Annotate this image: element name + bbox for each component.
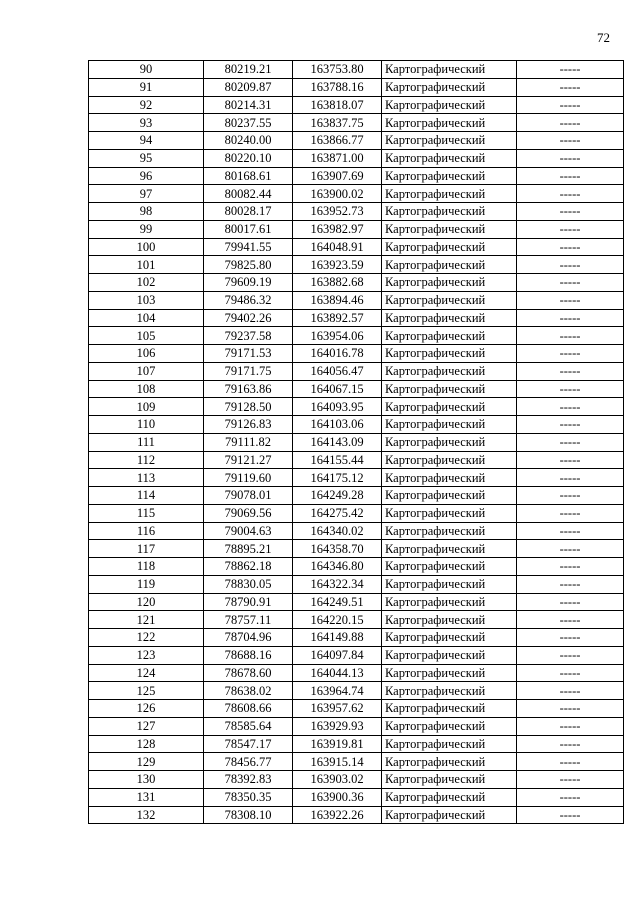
method-cell: Картографический bbox=[382, 717, 517, 735]
y-coordinate-cell: 163871.00 bbox=[293, 149, 382, 167]
y-coordinate-cell: 163954.06 bbox=[293, 327, 382, 345]
point-number-cell: 125 bbox=[89, 682, 204, 700]
note-cell: ----- bbox=[517, 593, 624, 611]
table-row bbox=[89, 469, 624, 487]
table-row bbox=[89, 753, 624, 771]
y-coordinate-cell: 163866.77 bbox=[293, 132, 382, 150]
table-row bbox=[89, 522, 624, 540]
x-coordinate-cell: 79119.60 bbox=[204, 469, 293, 487]
point-number-cell: 93 bbox=[89, 114, 204, 132]
note-cell: ----- bbox=[517, 575, 624, 593]
y-coordinate-cell: 163929.93 bbox=[293, 717, 382, 735]
note-cell: ----- bbox=[517, 238, 624, 256]
table-row bbox=[89, 167, 624, 185]
x-coordinate-cell: 79171.53 bbox=[204, 345, 293, 363]
point-number-cell: 124 bbox=[89, 664, 204, 682]
x-coordinate-cell: 80220.10 bbox=[204, 149, 293, 167]
x-coordinate-cell: 78608.66 bbox=[204, 700, 293, 718]
note-cell: ----- bbox=[517, 522, 624, 540]
note-cell: ----- bbox=[517, 78, 624, 96]
point-number-cell: 120 bbox=[89, 593, 204, 611]
point-number-cell: 107 bbox=[89, 362, 204, 380]
method-cell: Картографический bbox=[382, 203, 517, 221]
y-coordinate-cell: 164067.15 bbox=[293, 380, 382, 398]
point-number-cell: 92 bbox=[89, 96, 204, 114]
x-coordinate-cell: 78704.96 bbox=[204, 629, 293, 647]
method-cell: Картографический bbox=[382, 540, 517, 558]
y-coordinate-cell: 164220.15 bbox=[293, 611, 382, 629]
method-cell: Картографический bbox=[382, 149, 517, 167]
point-number-cell: 132 bbox=[89, 806, 204, 824]
table-row bbox=[89, 717, 624, 735]
method-cell: Картографический bbox=[382, 682, 517, 700]
point-number-cell: 102 bbox=[89, 274, 204, 292]
note-cell: ----- bbox=[517, 185, 624, 203]
point-number-cell: 118 bbox=[89, 558, 204, 576]
y-coordinate-cell: 163922.26 bbox=[293, 806, 382, 824]
x-coordinate-cell: 80209.87 bbox=[204, 78, 293, 96]
note-cell: ----- bbox=[517, 327, 624, 345]
method-cell: Картографический bbox=[382, 593, 517, 611]
note-cell: ----- bbox=[517, 753, 624, 771]
note-cell: ----- bbox=[517, 646, 624, 664]
y-coordinate-cell: 164358.70 bbox=[293, 540, 382, 558]
y-coordinate-cell: 163837.75 bbox=[293, 114, 382, 132]
y-coordinate-cell: 163964.74 bbox=[293, 682, 382, 700]
x-coordinate-cell: 78862.18 bbox=[204, 558, 293, 576]
x-coordinate-cell: 79825.80 bbox=[204, 256, 293, 274]
point-number-cell: 111 bbox=[89, 433, 204, 451]
x-coordinate-cell: 79078.01 bbox=[204, 487, 293, 505]
table-row bbox=[89, 540, 624, 558]
point-number-cell: 108 bbox=[89, 380, 204, 398]
y-coordinate-cell: 163952.73 bbox=[293, 203, 382, 221]
point-number-cell: 128 bbox=[89, 735, 204, 753]
y-coordinate-cell: 164155.44 bbox=[293, 451, 382, 469]
table-row bbox=[89, 593, 624, 611]
note-cell: ----- bbox=[517, 149, 624, 167]
x-coordinate-cell: 80240.00 bbox=[204, 132, 293, 150]
method-cell: Картографический bbox=[382, 274, 517, 292]
note-cell: ----- bbox=[517, 433, 624, 451]
note-cell: ----- bbox=[517, 540, 624, 558]
method-cell: Картографический bbox=[382, 96, 517, 114]
method-cell: Картографический bbox=[382, 256, 517, 274]
x-coordinate-cell: 78830.05 bbox=[204, 575, 293, 593]
y-coordinate-cell: 163919.81 bbox=[293, 735, 382, 753]
method-cell: Картографический bbox=[382, 487, 517, 505]
y-coordinate-cell: 163923.59 bbox=[293, 256, 382, 274]
method-cell: Картографический bbox=[382, 788, 517, 806]
method-cell: Картографический bbox=[382, 469, 517, 487]
note-cell: ----- bbox=[517, 487, 624, 505]
method-cell: Картографический bbox=[382, 380, 517, 398]
method-cell: Картографический bbox=[382, 132, 517, 150]
y-coordinate-cell: 164322.34 bbox=[293, 575, 382, 593]
point-number-cell: 97 bbox=[89, 185, 204, 203]
point-number-cell: 131 bbox=[89, 788, 204, 806]
table-row bbox=[89, 96, 624, 114]
method-cell: Картографический bbox=[382, 309, 517, 327]
note-cell: ----- bbox=[517, 203, 624, 221]
table-row bbox=[89, 61, 624, 79]
point-number-cell: 110 bbox=[89, 416, 204, 434]
method-cell: Картографический bbox=[382, 806, 517, 824]
y-coordinate-cell: 164346.80 bbox=[293, 558, 382, 576]
x-coordinate-cell: 79004.63 bbox=[204, 522, 293, 540]
point-number-cell: 126 bbox=[89, 700, 204, 718]
table-row bbox=[89, 575, 624, 593]
y-coordinate-cell: 163882.68 bbox=[293, 274, 382, 292]
page-number: 72 bbox=[597, 30, 610, 45]
table-row bbox=[89, 185, 624, 203]
x-coordinate-cell: 79171.75 bbox=[204, 362, 293, 380]
note-cell: ----- bbox=[517, 380, 624, 398]
y-coordinate-cell: 164093.95 bbox=[293, 398, 382, 416]
method-cell: Картографический bbox=[382, 416, 517, 434]
table-row bbox=[89, 203, 624, 221]
note-cell: ----- bbox=[517, 398, 624, 416]
y-coordinate-cell: 164048.91 bbox=[293, 238, 382, 256]
note-cell: ----- bbox=[517, 345, 624, 363]
table-row bbox=[89, 451, 624, 469]
point-number-cell: 103 bbox=[89, 291, 204, 309]
x-coordinate-cell: 79237.58 bbox=[204, 327, 293, 345]
table-row bbox=[89, 149, 624, 167]
x-coordinate-cell: 78308.10 bbox=[204, 806, 293, 824]
y-coordinate-cell: 164143.09 bbox=[293, 433, 382, 451]
table-row bbox=[89, 78, 624, 96]
table-row bbox=[89, 629, 624, 647]
table-row bbox=[89, 327, 624, 345]
x-coordinate-cell: 79069.56 bbox=[204, 504, 293, 522]
table-row bbox=[89, 416, 624, 434]
y-coordinate-cell: 163900.36 bbox=[293, 788, 382, 806]
y-coordinate-cell: 163982.97 bbox=[293, 220, 382, 238]
x-coordinate-cell: 79111.82 bbox=[204, 433, 293, 451]
method-cell: Картографический bbox=[382, 700, 517, 718]
point-number-cell: 94 bbox=[89, 132, 204, 150]
x-coordinate-cell: 79126.83 bbox=[204, 416, 293, 434]
y-coordinate-cell: 164016.78 bbox=[293, 345, 382, 363]
table-row bbox=[89, 274, 624, 292]
method-cell: Картографический bbox=[382, 611, 517, 629]
table-row bbox=[89, 114, 624, 132]
note-cell: ----- bbox=[517, 664, 624, 682]
point-number-cell: 96 bbox=[89, 167, 204, 185]
point-number-cell: 114 bbox=[89, 487, 204, 505]
note-cell: ----- bbox=[517, 362, 624, 380]
x-coordinate-cell: 78688.16 bbox=[204, 646, 293, 664]
method-cell: Картографический bbox=[382, 522, 517, 540]
x-coordinate-cell: 79609.19 bbox=[204, 274, 293, 292]
x-coordinate-cell: 80237.55 bbox=[204, 114, 293, 132]
table-row bbox=[89, 487, 624, 505]
table-row bbox=[89, 362, 624, 380]
y-coordinate-cell: 164149.88 bbox=[293, 629, 382, 647]
x-coordinate-cell: 79163.86 bbox=[204, 380, 293, 398]
y-coordinate-cell: 164056.47 bbox=[293, 362, 382, 380]
point-number-cell: 129 bbox=[89, 753, 204, 771]
note-cell: ----- bbox=[517, 220, 624, 238]
x-coordinate-cell: 80017.61 bbox=[204, 220, 293, 238]
y-coordinate-cell: 164103.06 bbox=[293, 416, 382, 434]
note-cell: ----- bbox=[517, 717, 624, 735]
point-number-cell: 91 bbox=[89, 78, 204, 96]
method-cell: Картографический bbox=[382, 185, 517, 203]
point-number-cell: 112 bbox=[89, 451, 204, 469]
note-cell: ----- bbox=[517, 291, 624, 309]
y-coordinate-cell: 163903.02 bbox=[293, 771, 382, 789]
x-coordinate-cell: 80168.61 bbox=[204, 167, 293, 185]
note-cell: ----- bbox=[517, 256, 624, 274]
table-row bbox=[89, 238, 624, 256]
method-cell: Картографический bbox=[382, 558, 517, 576]
y-coordinate-cell: 163957.62 bbox=[293, 700, 382, 718]
note-cell: ----- bbox=[517, 558, 624, 576]
x-coordinate-cell: 78895.21 bbox=[204, 540, 293, 558]
y-coordinate-cell: 164249.51 bbox=[293, 593, 382, 611]
point-number-cell: 117 bbox=[89, 540, 204, 558]
x-coordinate-cell: 78456.77 bbox=[204, 753, 293, 771]
method-cell: Картографический bbox=[382, 291, 517, 309]
note-cell: ----- bbox=[517, 114, 624, 132]
point-number-cell: 99 bbox=[89, 220, 204, 238]
y-coordinate-cell: 164044.13 bbox=[293, 664, 382, 682]
table-row bbox=[89, 291, 624, 309]
x-coordinate-cell: 79941.55 bbox=[204, 238, 293, 256]
table-row bbox=[89, 380, 624, 398]
y-coordinate-cell: 163788.16 bbox=[293, 78, 382, 96]
note-cell: ----- bbox=[517, 682, 624, 700]
method-cell: Картографический bbox=[382, 629, 517, 647]
point-number-cell: 90 bbox=[89, 61, 204, 79]
note-cell: ----- bbox=[517, 771, 624, 789]
y-coordinate-cell: 164175.12 bbox=[293, 469, 382, 487]
note-cell: ----- bbox=[517, 274, 624, 292]
note-cell: ----- bbox=[517, 167, 624, 185]
table-row bbox=[89, 806, 624, 824]
method-cell: Картографический bbox=[382, 345, 517, 363]
y-coordinate-cell: 164097.84 bbox=[293, 646, 382, 664]
method-cell: Картографический bbox=[382, 433, 517, 451]
table-row bbox=[89, 558, 624, 576]
x-coordinate-cell: 78638.02 bbox=[204, 682, 293, 700]
coordinates-table bbox=[88, 60, 624, 824]
method-cell: Картографический bbox=[382, 78, 517, 96]
table-row bbox=[89, 132, 624, 150]
point-number-cell: 113 bbox=[89, 469, 204, 487]
table-row bbox=[89, 735, 624, 753]
point-number-cell: 127 bbox=[89, 717, 204, 735]
note-cell: ----- bbox=[517, 700, 624, 718]
method-cell: Картографический bbox=[382, 398, 517, 416]
point-number-cell: 123 bbox=[89, 646, 204, 664]
note-cell: ----- bbox=[517, 451, 624, 469]
x-coordinate-cell: 78350.35 bbox=[204, 788, 293, 806]
table-row bbox=[89, 664, 624, 682]
point-number-cell: 109 bbox=[89, 398, 204, 416]
point-number-cell: 105 bbox=[89, 327, 204, 345]
table-row bbox=[89, 345, 624, 363]
table-row bbox=[89, 611, 624, 629]
y-coordinate-cell: 163915.14 bbox=[293, 753, 382, 771]
x-coordinate-cell: 78547.17 bbox=[204, 735, 293, 753]
note-cell: ----- bbox=[517, 132, 624, 150]
note-cell: ----- bbox=[517, 96, 624, 114]
note-cell: ----- bbox=[517, 504, 624, 522]
method-cell: Картографический bbox=[382, 771, 517, 789]
method-cell: Картографический bbox=[382, 575, 517, 593]
table-row bbox=[89, 646, 624, 664]
table-row bbox=[89, 398, 624, 416]
point-number-cell: 104 bbox=[89, 309, 204, 327]
table-row bbox=[89, 220, 624, 238]
x-coordinate-cell: 78392.83 bbox=[204, 771, 293, 789]
x-coordinate-cell: 80082.44 bbox=[204, 185, 293, 203]
note-cell: ----- bbox=[517, 788, 624, 806]
x-coordinate-cell: 79128.50 bbox=[204, 398, 293, 416]
table-row bbox=[89, 700, 624, 718]
note-cell: ----- bbox=[517, 416, 624, 434]
y-coordinate-cell: 163753.80 bbox=[293, 61, 382, 79]
note-cell: ----- bbox=[517, 735, 624, 753]
x-coordinate-cell: 80028.17 bbox=[204, 203, 293, 221]
method-cell: Картографический bbox=[382, 753, 517, 771]
y-coordinate-cell: 163818.07 bbox=[293, 96, 382, 114]
y-coordinate-cell: 164275.42 bbox=[293, 504, 382, 522]
y-coordinate-cell: 163892.57 bbox=[293, 309, 382, 327]
x-coordinate-cell: 79402.26 bbox=[204, 309, 293, 327]
x-coordinate-cell: 78757.11 bbox=[204, 611, 293, 629]
x-coordinate-cell: 78678.60 bbox=[204, 664, 293, 682]
point-number-cell: 119 bbox=[89, 575, 204, 593]
table-row bbox=[89, 788, 624, 806]
method-cell: Картографический bbox=[382, 220, 517, 238]
note-cell: ----- bbox=[517, 469, 624, 487]
x-coordinate-cell: 78585.64 bbox=[204, 717, 293, 735]
point-number-cell: 95 bbox=[89, 149, 204, 167]
point-number-cell: 130 bbox=[89, 771, 204, 789]
method-cell: Картографический bbox=[382, 114, 517, 132]
x-coordinate-cell: 79121.27 bbox=[204, 451, 293, 469]
coordinates-table-body bbox=[89, 61, 624, 824]
table-row bbox=[89, 256, 624, 274]
x-coordinate-cell: 80219.21 bbox=[204, 61, 293, 79]
point-number-cell: 122 bbox=[89, 629, 204, 647]
note-cell: ----- bbox=[517, 309, 624, 327]
point-number-cell: 116 bbox=[89, 522, 204, 540]
table-row bbox=[89, 433, 624, 451]
y-coordinate-cell: 163900.02 bbox=[293, 185, 382, 203]
x-coordinate-cell: 80214.31 bbox=[204, 96, 293, 114]
y-coordinate-cell: 163907.69 bbox=[293, 167, 382, 185]
table-row bbox=[89, 309, 624, 327]
point-number-cell: 106 bbox=[89, 345, 204, 363]
method-cell: Картографический bbox=[382, 61, 517, 79]
method-cell: Картографический bbox=[382, 167, 517, 185]
note-cell: ----- bbox=[517, 806, 624, 824]
method-cell: Картографический bbox=[382, 362, 517, 380]
table-row bbox=[89, 771, 624, 789]
method-cell: Картографический bbox=[382, 327, 517, 345]
point-number-cell: 100 bbox=[89, 238, 204, 256]
note-cell: ----- bbox=[517, 629, 624, 647]
point-number-cell: 121 bbox=[89, 611, 204, 629]
x-coordinate-cell: 78790.91 bbox=[204, 593, 293, 611]
table-row bbox=[89, 504, 624, 522]
method-cell: Картографический bbox=[382, 664, 517, 682]
point-number-cell: 98 bbox=[89, 203, 204, 221]
method-cell: Картографический bbox=[382, 735, 517, 753]
method-cell: Картографический bbox=[382, 646, 517, 664]
y-coordinate-cell: 163894.46 bbox=[293, 291, 382, 309]
y-coordinate-cell: 164249.28 bbox=[293, 487, 382, 505]
method-cell: Картографический bbox=[382, 238, 517, 256]
method-cell: Картографический bbox=[382, 504, 517, 522]
note-cell: ----- bbox=[517, 611, 624, 629]
x-coordinate-cell: 79486.32 bbox=[204, 291, 293, 309]
y-coordinate-cell: 164340.02 bbox=[293, 522, 382, 540]
point-number-cell: 101 bbox=[89, 256, 204, 274]
note-cell: ----- bbox=[517, 61, 624, 79]
table-row bbox=[89, 682, 624, 700]
method-cell: Картографический bbox=[382, 451, 517, 469]
point-number-cell: 115 bbox=[89, 504, 204, 522]
